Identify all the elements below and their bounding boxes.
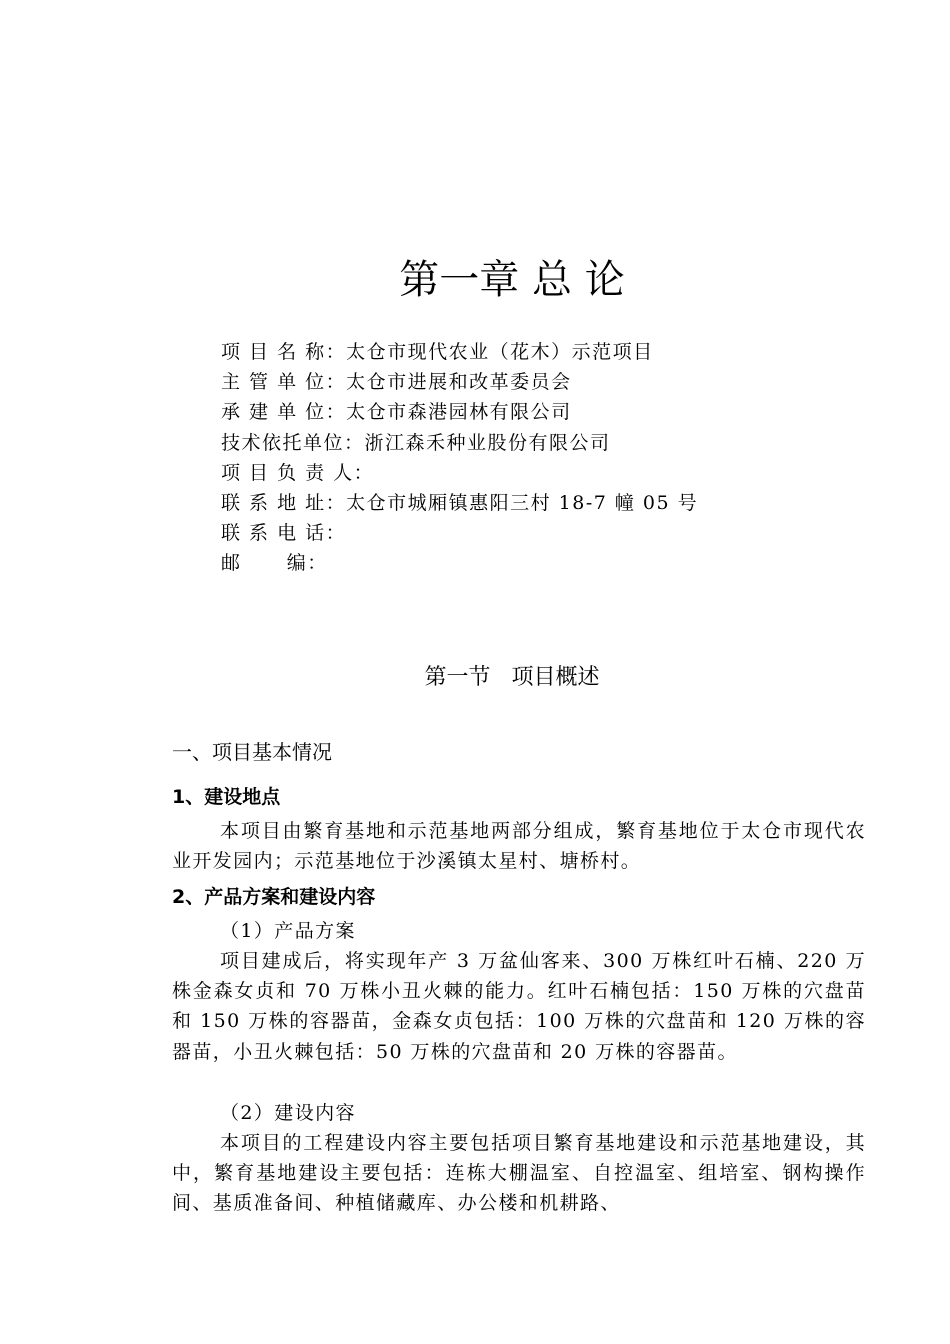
info-row-project-lead (221, 458, 698, 488)
heading-basic-info: 一、项目基本情况 (172, 740, 332, 764)
chapter-title: 第一章 总 论 (399, 257, 625, 303)
section-title: 第一节 项目概述 (424, 665, 600, 690)
info-row-project-name (221, 337, 698, 367)
info-label: 项 目 负 责 人： (221, 461, 375, 484)
info-row-contractor (221, 397, 698, 427)
paragraph-construction: 本项目的工程建设内容主要包括项目繁育基地建设和示范基地建设，其中，繁育基地建设主要包括：连栋大棚温室、自控温室、组培室、钢构操作间、基质准备间、种植储藏库、办公楼和机耕路、 (172, 1132, 866, 1215)
subheading-product-plan: （1）产品方案 (220, 920, 356, 942)
info-label: 技术依托单位： (221, 431, 365, 454)
info-row-competent-unit (221, 367, 698, 397)
paragraph-product-plan: 项目建成后，将实现年产 3 万盆仙客来、300 万株红叶石楠、220 万株金森女贞和 70 万株小丑火棘的能力。红叶石楠包括：150 万株的穴盘苗和 150 万株的容器苗，金森女贞包括：100 万株的穴盘苗和 120 万株的容器苗，小丑火棘包括：50 万株的穴盘苗和 20 万株的容器苗。 (172, 950, 866, 1063)
heading-products: 2、产品方案和建设内容 (172, 886, 376, 908)
info-row-postcode (221, 548, 698, 578)
info-value: 太仓市进展和改革委员会 (346, 371, 572, 394)
info-row-tech-support (221, 428, 698, 458)
subheading-construction: （2）建设内容 (220, 1102, 356, 1124)
info-label: 联 系 电 话： (221, 522, 347, 545)
info-label: 邮 编： (221, 552, 328, 575)
info-label: 项 目 名 称： (221, 341, 347, 363)
paragraph-location: 本项目由繁育基地和示范基地两部分组成，繁育基地位于太仓市现代农业开发园内；示范基地位于沙溪镇太星村、塘桥村。 (172, 820, 866, 873)
info-row-phone (221, 518, 698, 548)
info-label: 联 系 地 址： (221, 491, 347, 514)
info-row-address (221, 488, 698, 518)
project-info-block (221, 337, 698, 579)
info-value: 太仓市森港园林有限公司 (346, 401, 572, 424)
heading-location: 1、建设地点 (172, 786, 281, 808)
info-value: 浙江森禾种业股份有限公司 (364, 431, 611, 454)
info-label: 主 管 单 位： (221, 371, 347, 394)
info-value: 太仓市现代农业（花木）示范项目 (346, 341, 654, 363)
info-label: 承 建 单 位： (221, 401, 347, 424)
info-value: 太仓市城厢镇惠阳三村 18-7 幢 05 号 (346, 491, 699, 514)
